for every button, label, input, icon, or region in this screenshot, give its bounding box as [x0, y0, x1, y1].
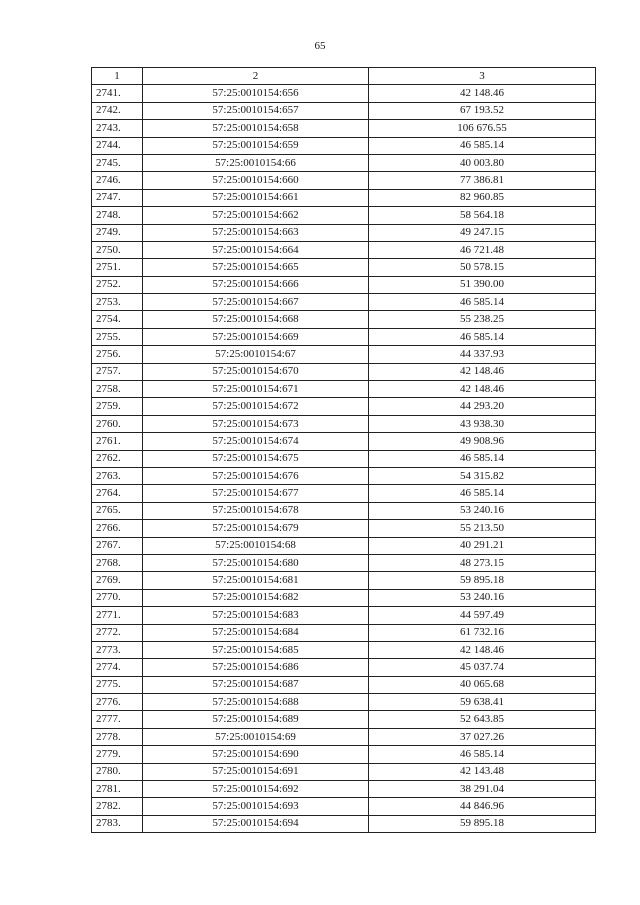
cadastral-number-cell: 57:25:0010154:675: [143, 450, 369, 467]
cadastral-value-cell: 42 148.46: [369, 381, 596, 398]
cadastral-number-cell: 57:25:0010154:676: [143, 467, 369, 484]
row-number-cell: 2777.: [92, 711, 143, 728]
page-number: 65: [314, 40, 326, 52]
cadastral-number-cell: 57:25:0010154:656: [143, 85, 369, 102]
cadastral-value-cell: 44 597.49: [369, 607, 596, 624]
table-row: [92, 450, 596, 467]
cadastral-value-cell: 49 247.15: [369, 224, 596, 241]
cadastral-value-cell: 53 240.16: [369, 502, 596, 519]
row-number-cell: 2754.: [92, 311, 143, 328]
row-number-cell: 2751.: [92, 259, 143, 276]
column-header-2: 2: [143, 68, 369, 85]
row-number-cell: 2748.: [92, 207, 143, 224]
table-row: [92, 207, 596, 224]
cadastral-number-cell: 57:25:0010154:672: [143, 398, 369, 415]
row-number-cell: 2761.: [92, 433, 143, 450]
table-row: [92, 154, 596, 171]
table-row: [92, 798, 596, 815]
row-number-cell: 2757.: [92, 363, 143, 380]
row-number-cell: 2742.: [92, 102, 143, 119]
row-number-cell: 2782.: [92, 798, 143, 815]
cadastral-number-cell: 57:25:0010154:665: [143, 259, 369, 276]
row-number-cell: 2770.: [92, 589, 143, 606]
cadastral-value-cell: 58 564.18: [369, 207, 596, 224]
table-row: [92, 381, 596, 398]
table-row: [92, 467, 596, 484]
cadastral-number-cell: 57:25:0010154:693: [143, 798, 369, 815]
row-number-cell: 2768.: [92, 554, 143, 571]
row-number-cell: 2753.: [92, 294, 143, 311]
cadastral-value-cell: 59 895.18: [369, 572, 596, 589]
cadastral-number-cell: 57:25:0010154:683: [143, 607, 369, 624]
row-number-cell: 2765.: [92, 502, 143, 519]
cadastral-value-cell: 50 578.15: [369, 259, 596, 276]
table-row: [92, 294, 596, 311]
cadastral-value-cell: 67 193.52: [369, 102, 596, 119]
table-row: [92, 172, 596, 189]
cadastral-number-cell: 57:25:0010154:694: [143, 815, 369, 832]
cadastral-value-cell: 42 143.48: [369, 763, 596, 780]
cadastral-number-cell: 57:25:0010154:686: [143, 659, 369, 676]
cadastral-value-cell: 46 585.14: [369, 294, 596, 311]
cadastral-value-cell: 46 585.14: [369, 746, 596, 763]
row-number-cell: 2769.: [92, 572, 143, 589]
table-row: [92, 641, 596, 658]
table-row: [92, 589, 596, 606]
table-row: [92, 676, 596, 693]
table-row: [92, 624, 596, 641]
table-row: [92, 815, 596, 832]
table-row: [92, 137, 596, 154]
cadastral-number-cell: 57:25:0010154:668: [143, 311, 369, 328]
table-row: [92, 363, 596, 380]
cadastral-value-table: [91, 67, 596, 833]
cadastral-value-cell: 82 960.85: [369, 189, 596, 206]
row-number-cell: 2774.: [92, 659, 143, 676]
cadastral-number-cell: 57:25:0010154:69: [143, 728, 369, 745]
cadastral-value-cell: 42 148.46: [369, 85, 596, 102]
cadastral-value-cell: 40 291.21: [369, 537, 596, 554]
cadastral-number-cell: 57:25:0010154:663: [143, 224, 369, 241]
cadastral-number-cell: 57:25:0010154:674: [143, 433, 369, 450]
row-number-cell: 2755.: [92, 328, 143, 345]
cadastral-number-cell: 57:25:0010154:660: [143, 172, 369, 189]
column-header-3: 3: [369, 68, 596, 85]
row-number-cell: 2749.: [92, 224, 143, 241]
row-number-cell: 2745.: [92, 154, 143, 171]
row-number-cell: 2766.: [92, 520, 143, 537]
row-number-cell: 2756.: [92, 346, 143, 363]
row-number-cell: 2746.: [92, 172, 143, 189]
table-row: [92, 485, 596, 502]
table-row: [92, 311, 596, 328]
cadastral-value-cell: 43 938.30: [369, 415, 596, 432]
row-number-cell: 2780.: [92, 763, 143, 780]
cadastral-value-cell: 59 638.41: [369, 694, 596, 711]
cadastral-number-cell: 57:25:0010154:682: [143, 589, 369, 606]
cadastral-number-cell: 57:25:0010154:664: [143, 241, 369, 258]
cadastral-number-cell: 57:25:0010154:66: [143, 154, 369, 171]
cadastral-value-cell: 77 386.81: [369, 172, 596, 189]
row-number-cell: 2759.: [92, 398, 143, 415]
cadastral-number-cell: 57:25:0010154:662: [143, 207, 369, 224]
row-number-cell: 2764.: [92, 485, 143, 502]
table-row: [92, 572, 596, 589]
cadastral-number-cell: 57:25:0010154:671: [143, 381, 369, 398]
row-number-cell: 2776.: [92, 694, 143, 711]
table-row: [92, 746, 596, 763]
cadastral-value-cell: 53 240.16: [369, 589, 596, 606]
table-row: [92, 520, 596, 537]
cadastral-number-cell: 57:25:0010154:681: [143, 572, 369, 589]
table-header-row: [92, 68, 596, 85]
cadastral-number-cell: 57:25:0010154:667: [143, 294, 369, 311]
row-number-cell: 2773.: [92, 641, 143, 658]
cadastral-value-cell: 106 676.55: [369, 120, 596, 137]
cadastral-number-cell: 57:25:0010154:673: [143, 415, 369, 432]
table-row: [92, 241, 596, 258]
cadastral-value-cell: 52 643.85: [369, 711, 596, 728]
cadastral-value-cell: 40 065.68: [369, 676, 596, 693]
row-number-cell: 2783.: [92, 815, 143, 832]
cadastral-value-cell: 46 585.14: [369, 485, 596, 502]
row-number-cell: 2763.: [92, 467, 143, 484]
row-number-cell: 2750.: [92, 241, 143, 258]
cadastral-number-cell: 57:25:0010154:659: [143, 137, 369, 154]
cadastral-number-cell: 57:25:0010154:657: [143, 102, 369, 119]
cadastral-value-cell: 46 585.14: [369, 450, 596, 467]
cadastral-number-cell: 57:25:0010154:68: [143, 537, 369, 554]
cadastral-number-cell: 57:25:0010154:677: [143, 485, 369, 502]
cadastral-value-cell: 44 293.20: [369, 398, 596, 415]
cadastral-number-cell: 57:25:0010154:691: [143, 763, 369, 780]
row-number-cell: 2771.: [92, 607, 143, 624]
row-number-cell: 2743.: [92, 120, 143, 137]
table-row: [92, 607, 596, 624]
row-number-cell: 2775.: [92, 676, 143, 693]
table-row: [92, 781, 596, 798]
cadastral-value-cell: 44 846.96: [369, 798, 596, 815]
cadastral-value-cell: 46 585.14: [369, 328, 596, 345]
cadastral-number-cell: 57:25:0010154:666: [143, 276, 369, 293]
table-row: [92, 398, 596, 415]
row-number-cell: 2779.: [92, 746, 143, 763]
cadastral-value-cell: 48 273.15: [369, 554, 596, 571]
cadastral-number-cell: 57:25:0010154:661: [143, 189, 369, 206]
table-row: [92, 763, 596, 780]
row-number-cell: 2762.: [92, 450, 143, 467]
cadastral-number-cell: 57:25:0010154:67: [143, 346, 369, 363]
cadastral-value-cell: 55 213.50: [369, 520, 596, 537]
table-row: [92, 694, 596, 711]
row-number-cell: 2772.: [92, 624, 143, 641]
column-header-1: 1: [92, 68, 143, 85]
cadastral-value-cell: 40 003.80: [369, 154, 596, 171]
cadastral-value-cell: 44 337.93: [369, 346, 596, 363]
table-row: [92, 537, 596, 554]
cadastral-number-cell: 57:25:0010154:679: [143, 520, 369, 537]
cadastral-number-cell: 57:25:0010154:658: [143, 120, 369, 137]
cadastral-number-cell: 57:25:0010154:684: [143, 624, 369, 641]
cadastral-number-cell: 57:25:0010154:678: [143, 502, 369, 519]
table-row: [92, 554, 596, 571]
cadastral-value-cell: 59 895.18: [369, 815, 596, 832]
table-row: [92, 276, 596, 293]
cadastral-number-cell: 57:25:0010154:680: [143, 554, 369, 571]
cadastral-value-cell: 55 238.25: [369, 311, 596, 328]
cadastral-value-cell: 51 390.00: [369, 276, 596, 293]
table-row: [92, 259, 596, 276]
row-number-cell: 2752.: [92, 276, 143, 293]
cadastral-number-cell: 57:25:0010154:690: [143, 746, 369, 763]
table-row: [92, 328, 596, 345]
cadastral-value-cell: 46 585.14: [369, 137, 596, 154]
row-number-cell: 2741.: [92, 85, 143, 102]
row-number-cell: 2760.: [92, 415, 143, 432]
table-row: [92, 120, 596, 137]
table-row: [92, 711, 596, 728]
table-row: [92, 85, 596, 102]
table-row: [92, 433, 596, 450]
row-number-cell: 2747.: [92, 189, 143, 206]
cadastral-value-cell: 42 148.46: [369, 363, 596, 380]
cadastral-value-cell: 61 732.16: [369, 624, 596, 641]
table-body: [92, 85, 596, 833]
row-number-cell: 2758.: [92, 381, 143, 398]
cadastral-number-cell: 57:25:0010154:687: [143, 676, 369, 693]
cadastral-value-cell: 37 027.26: [369, 728, 596, 745]
table-row: [92, 346, 596, 363]
cadastral-value-cell: 46 721.48: [369, 241, 596, 258]
cadastral-number-cell: 57:25:0010154:692: [143, 781, 369, 798]
cadastral-number-cell: 57:25:0010154:688: [143, 694, 369, 711]
table-row: [92, 189, 596, 206]
cadastral-value-cell: 38 291.04: [369, 781, 596, 798]
row-number-cell: 2781.: [92, 781, 143, 798]
cadastral-value-cell: 54 315.82: [369, 467, 596, 484]
cadastral-number-cell: 57:25:0010154:670: [143, 363, 369, 380]
cadastral-value-cell: 49 908.96: [369, 433, 596, 450]
table-row: [92, 728, 596, 745]
table-row: [92, 224, 596, 241]
table-row: [92, 415, 596, 432]
table-row: [92, 659, 596, 676]
cadastral-number-cell: 57:25:0010154:685: [143, 641, 369, 658]
row-number-cell: 2744.: [92, 137, 143, 154]
row-number-cell: 2767.: [92, 537, 143, 554]
cadastral-number-cell: 57:25:0010154:669: [143, 328, 369, 345]
row-number-cell: 2778.: [92, 728, 143, 745]
cadastral-value-cell: 42 148.46: [369, 641, 596, 658]
table-row: [92, 102, 596, 119]
table-row: [92, 502, 596, 519]
cadastral-value-cell: 45 037.74: [369, 659, 596, 676]
cadastral-number-cell: 57:25:0010154:689: [143, 711, 369, 728]
